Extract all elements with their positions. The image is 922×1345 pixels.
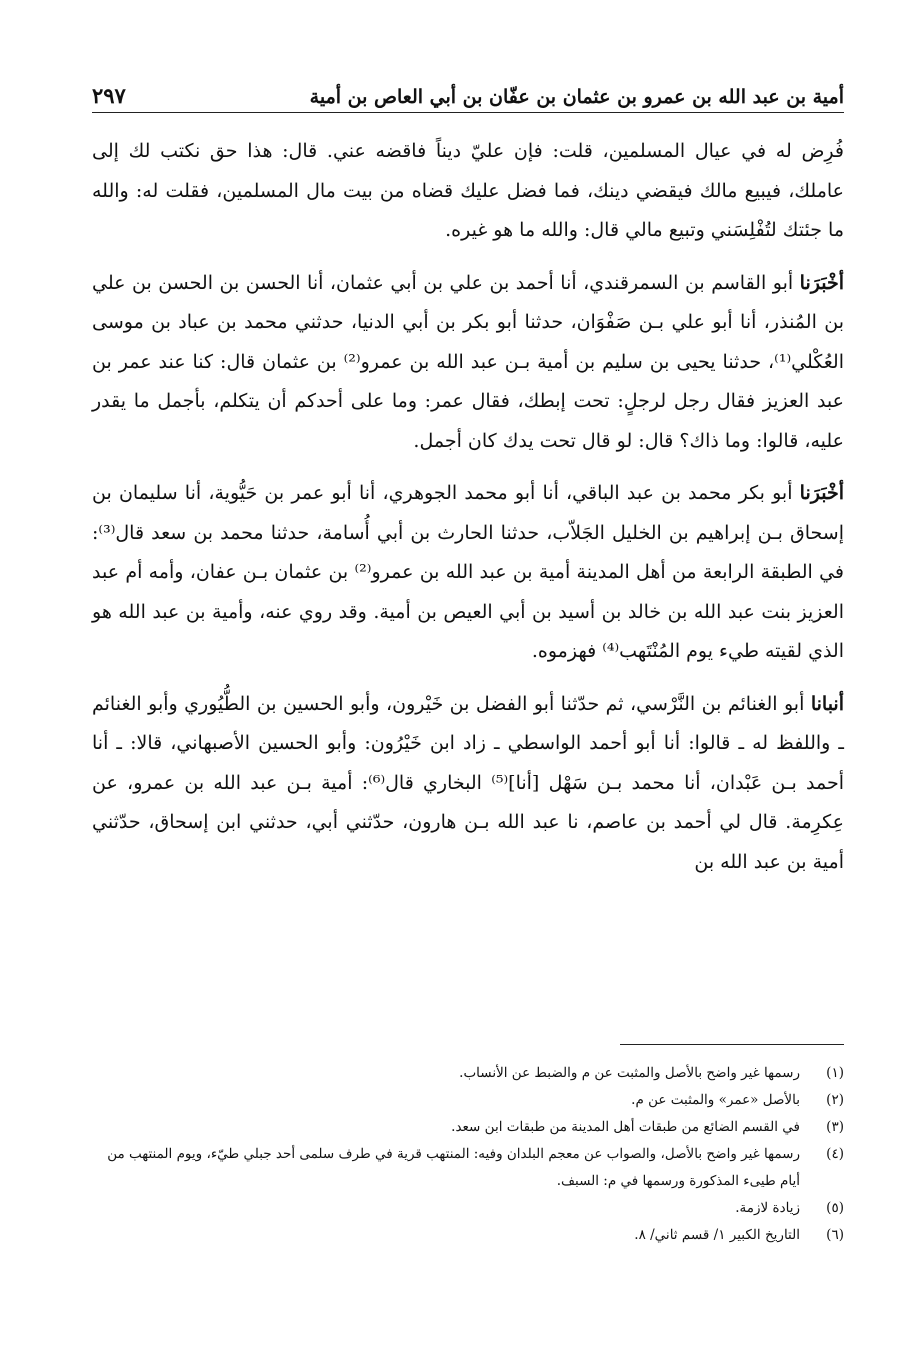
footnote (92, 1222, 844, 1249)
page-number: ٢٩٧ (92, 83, 126, 108)
footnote-text: زيادة لازمة. (735, 1200, 800, 1216)
running-title: أمية بن عبد الله بن عمرو بن عثمان بن عفّان بن أبي العاص بن أمية (309, 86, 844, 108)
paragraph-text: أبو بكر محمد بن عبد الباقي، أنا أبو محمد الجوهري، أنا أبو عمر بن حَيُّوية، أنا سليمان بن إسحاق بـن إبراهيم بن الخليل الجَلاّب، حدثنا الحارث بن أبي أُسامة، حدثنا محمد بن سعد قال⁽³⁾: في الطبقة الرابعة من أهل المدينة أمية بن عبد الله بن عمرو⁽²⁾ بن عثمان بـن عفان، وأمه أم عبد العزيز بنت عبد الله بن خالد بن أسيد بن أبي العيص بن أمية. وقد روي عنه، وأمية بن عبد الله هو الذي لقيته طيء يوم المُنْتَهب⁽⁴⁾ فهزموه. (92, 482, 844, 662)
paragraph (92, 264, 844, 462)
footnote-number: (٤) (826, 1146, 844, 1162)
footnote (92, 1114, 844, 1141)
footnote-number: (١) (826, 1065, 844, 1081)
paragraph-keyword: أنبانا (810, 692, 844, 715)
footnote-text: التاريخ الكبير ١/ قسم ثاني/ ٨. (634, 1227, 800, 1243)
main-text (92, 132, 844, 895)
footnotes (92, 1060, 844, 1249)
paragraph-keyword: أخْبَرَنا (799, 271, 844, 294)
paragraph (92, 685, 844, 883)
paragraph (92, 132, 844, 251)
footnote (92, 1141, 844, 1195)
paragraph-text: فُرِض له في عيال المسلمين، قلت: فإن عليّ ديناً فاقضه عني. قال: هذا حق نكتب لك إلى عاملك، فيبيع مالك فيقضي دينك، فما فضل عليك قضاه من بيت مال المسلمين، فقلت له: والله ما جئتك لتُفْلِسَني وتبيع مالي قال: والله ما هو غيره. (92, 140, 844, 241)
footnote-text: بالأصل «عمر» والمثبت عن م. (631, 1092, 800, 1108)
footnote-text: رسمها غير واضح بالأصل، والصواب عن معجم البلدان وفيه: المنتهب قرية في طرف سلمى أحد جبلي طيّء، ويوم المنتهب من أيام طيىء المذكورة ورسمها في م: السبف. (107, 1146, 800, 1189)
footnote-text: في القسم الضائع من طبقات أهل المدينة من طبقات ابن سعد. (451, 1119, 800, 1135)
footnote-text: رسمها غير واضح بالأصل والمثبت عن م والضبط عن الأنساب. (459, 1065, 800, 1081)
footnote (92, 1087, 844, 1114)
paragraph-text: أبو القاسم بن السمرقندي، أنا أحمد بن علي بن أبي عثمان، أنا الحسن بن الحسن بن علي بن المُنذر، أنا أبو علي بـن صَفْوَان، حدثنا أبو بكر بن أبي الدنيا، حدثني محمد بن عباد بن موسى العُكْلي⁽¹⁾، حدثنا يحيى بن سليم بن أمية بـن عبد الله بن عمرو⁽²⁾ بن عثمان قال: كنا عند عمر بن عبد العزيز فقال رجل لرجلٍ: تحت إبطك، فقال عمر: وما على أحدكم أن يتكلم، بأجمل ما يقدر عليه، قالوا: وما ذاك؟ قال: لو قال تحت يدك كان أجمل. (92, 271, 844, 452)
footnote-number: (٢) (826, 1092, 844, 1108)
footnote-number: (٥) (826, 1200, 844, 1216)
footnote (92, 1060, 844, 1087)
footnote-number: (٣) (826, 1119, 844, 1135)
footnote-separator (620, 1044, 844, 1045)
footnote-number: (٦) (826, 1227, 844, 1243)
paragraph (92, 474, 844, 672)
paragraph-keyword: أخْبَرَنا (799, 482, 844, 504)
running-header (92, 72, 844, 113)
paragraph-text: أبو الغنائم بن النَّرْسي، ثم حدّثنا أبو الفضل بن خَيْرون، وأبو الحسين بن الطُّيُوري وأبو الغنائم ـ واللفظ له ـ قالوا: أنا أبو أحمد الواسطي ـ زاد ابن خَيْرُون: وأبو الحسين الأصبهاني، قالا: ـ أنا أحمد بـن عَبْدان، أنا محمد بـن سَهْل [أنا]⁽⁵⁾ البخاري قال⁽⁶⁾: أمية بـن عبد الله بن عمرو، عن عِكرِمة. قال لي أحمد بن عاصم، نا عبد الله بـن هارون، حدّثني أبي، حدثني ابن إسحاق، حدّثني أمية بن عبد الله بن (92, 692, 844, 873)
footnote (92, 1195, 844, 1222)
